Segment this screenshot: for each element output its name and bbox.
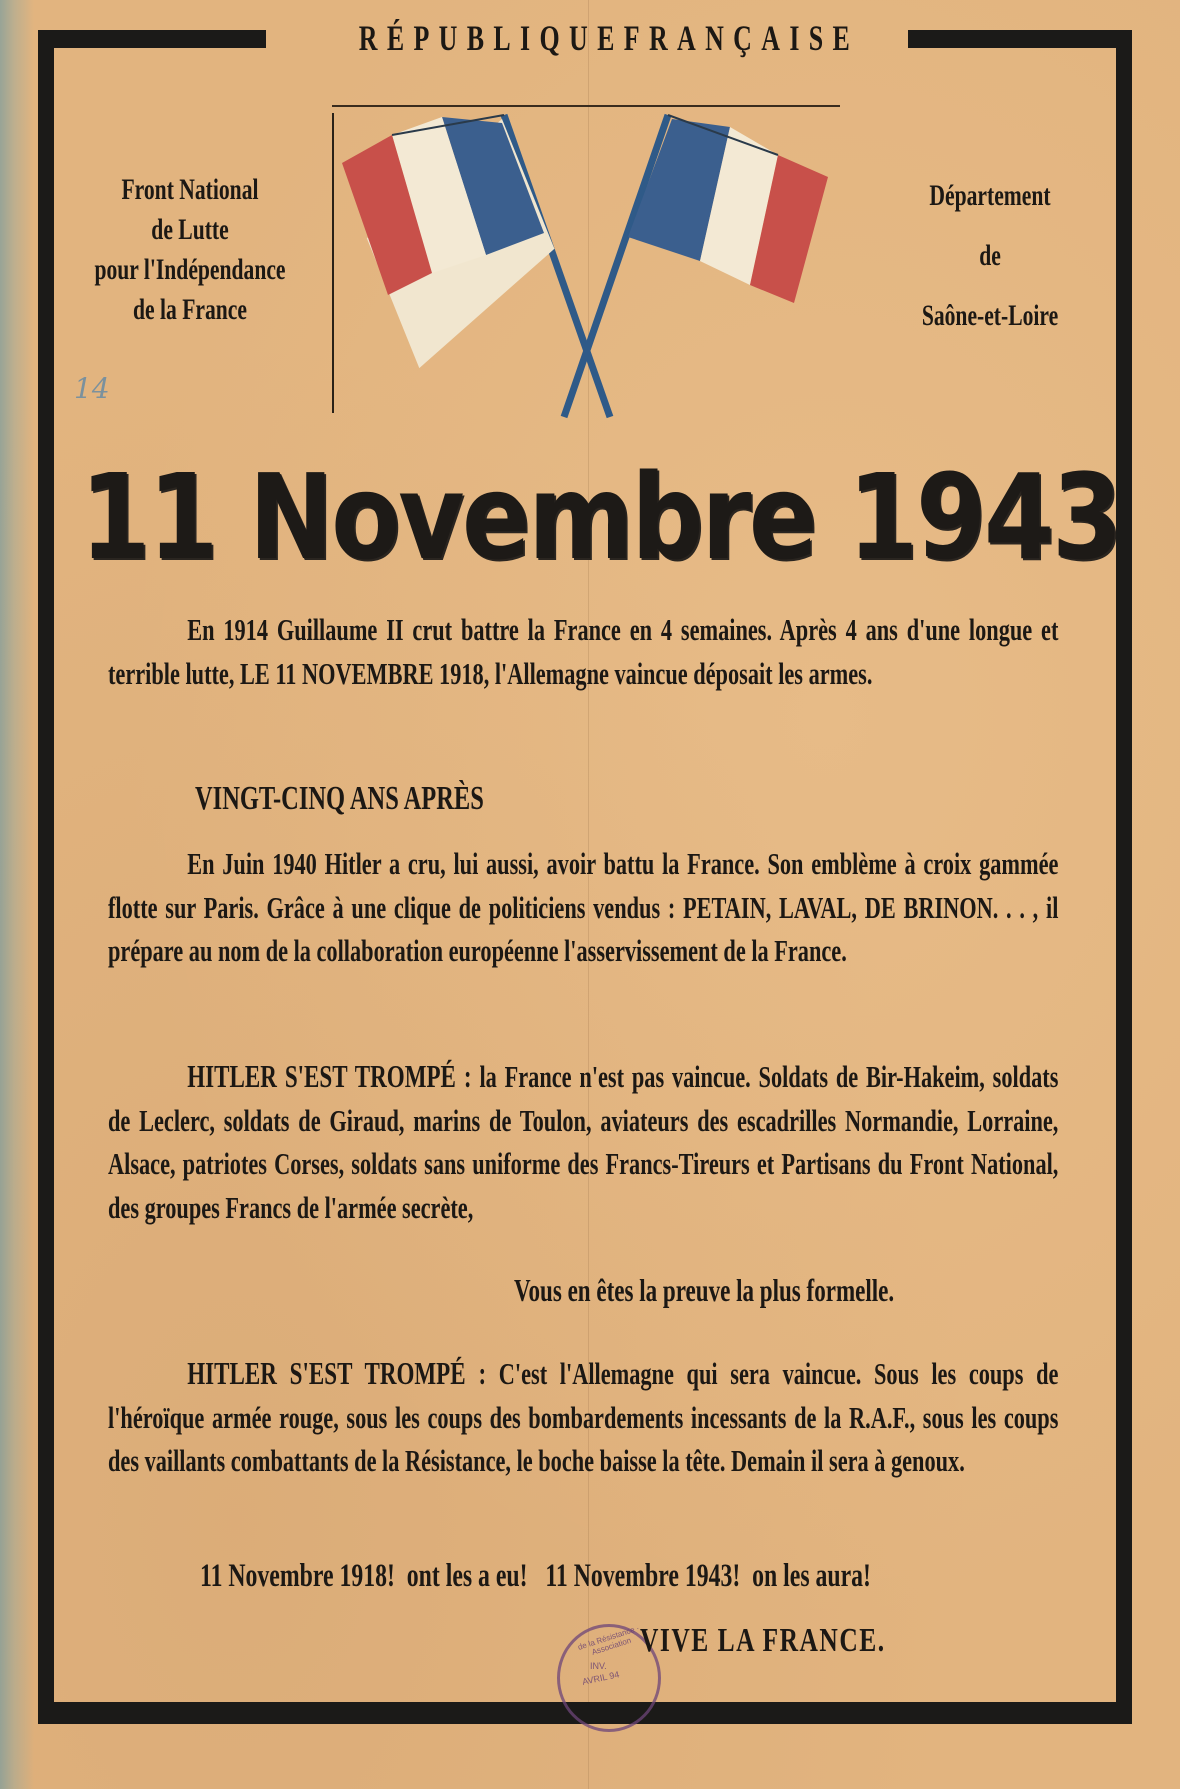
departement-line: de: [979, 239, 1001, 272]
header-word-republique: RÉPUBLIQUE: [358, 18, 624, 58]
paragraph-lead: HITLER S'EST TROMPÉ :: [187, 1355, 487, 1391]
paragraph-1914-text: En 1914 Guillaume II crut battre la France en 4 semaines. Après 4 ans d'une longue et terrible lutte, LE 11 NOVEMBRE 1918, l'Allemagne vaincue déposait les armes.: [108, 612, 1059, 691]
stamp-line-1: INV.: [590, 1661, 607, 1671]
departement-block: [896, 166, 1083, 346]
crossed-flags-emblem: [332, 105, 840, 423]
departement-line: Département: [929, 179, 1051, 212]
headline-date: 11 Novembre 1943: [80, 448, 1120, 586]
paragraph-1940-text: En Juin 1940 Hitler a cru, lui aussi, avoir battu la France. Son emblème à croix gammée flotte sur Paris. Grâce à une clique de politiciens vendus : PETAIN, LAVAL, DE BRINON. . . , il prépare au nom de la collaboration européenne l'asservissement de la France.: [108, 846, 1059, 968]
paragraph-1914: [108, 608, 1058, 695]
paragraph-hitler-trompe-2: [108, 1352, 1058, 1483]
departement-line: Saône-et-Loire: [921, 299, 1059, 332]
closing-slogan: 11 Novembre 1918! ont les a eu! 11 Novembre 1943! on les aura!: [200, 1558, 871, 1594]
stamp-line-2: AVRIL 94: [581, 1669, 621, 1687]
paragraph-hitler-trompe-1: [108, 1055, 1058, 1229]
crossed-french-flags-icon: [332, 105, 840, 423]
proof-line: Vous en êtes la preuve la plus formelle.: [514, 1272, 895, 1308]
front-national-line: de Lutte: [151, 213, 229, 246]
paragraph-hitler-trompe-1-text: la France n'est pas vaincue. Soldats de Bir-Hakeim, soldats de Leclerc, soldats de Giraud, marins de Toulon, aviateurs des escadrilles Normandie, Lorraine, Alsace, patriotes Corses, soldats sans uniforme des Francs-Tireurs et Partisans du Front National, des groupes Francs de l'armée secrète,: [108, 1059, 1059, 1225]
emblem-top-rule: [332, 105, 840, 107]
front-national-line: pour l'Indépendance: [94, 253, 286, 286]
stamp-arc-text: de la Résistance · Association: [576, 1623, 641, 1657]
section-heading-vingt-cinq: VINGT-CINQ ANS APRÈS: [195, 780, 484, 817]
front-national-block: [68, 170, 313, 330]
pencil-annotation: 14: [74, 372, 110, 405]
paragraph-hitler-trompe-2-text: C'est l'Allemagne qui sera vaincue. Sous les coups de l'héroïque armée rouge, sous les coups des bombardements incessants de la R.A.F., sous les coups des vaillants combattants de la Résistance, le boche baisse la tête. Demain il sera à genoux.: [108, 1356, 1059, 1478]
paragraph-1940: [108, 842, 1058, 973]
republique-francaise-header: [358, 16, 860, 60]
emblem-left-rule: [332, 113, 334, 413]
front-national-line: Front National: [121, 173, 259, 206]
front-national-line: de la France: [133, 293, 247, 326]
header-word-francaise: FRANÇAISE: [623, 18, 860, 58]
vive-la-france: VIVE LA FRANCE.: [640, 1622, 886, 1659]
paragraph-lead: HITLER S'EST TROMPÉ :: [187, 1058, 472, 1094]
